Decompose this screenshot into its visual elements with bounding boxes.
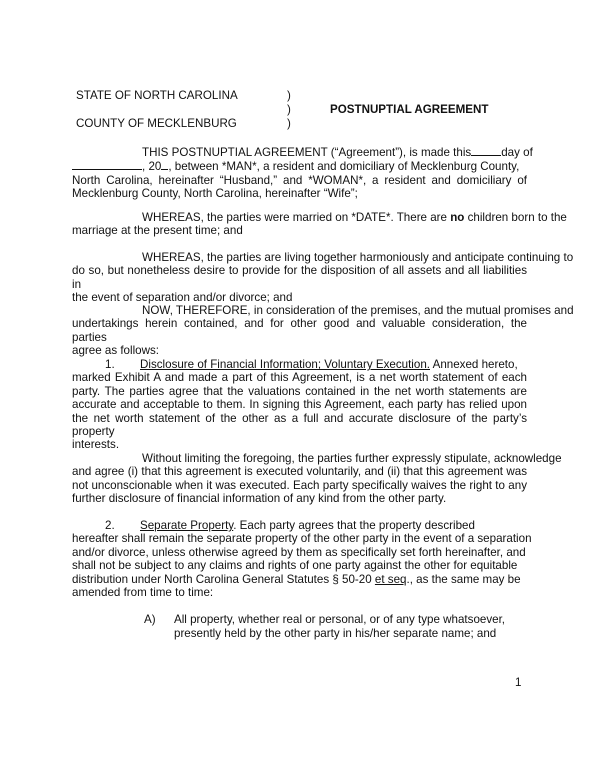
section-1-number: 1. <box>105 358 115 371</box>
whereas-1-line-1a: WHEREAS, the parties were married on *DATE*. There are <box>142 211 451 224</box>
intro-line-1a: THIS POSTNUPTIAL AGREEMENT (“Agreement”), is made this <box>142 146 472 159</box>
whereas-2-line-2: do so, but nonetheless desire to provide for the disposition of all assets and all liabilities in <box>72 264 527 291</box>
section-1-line-2: marked Exhibit A and made a part of this Agreement, is a net worth statement of each <box>72 371 527 385</box>
page-number: 1 <box>515 676 522 689</box>
section-1-paragraph <box>72 358 527 452</box>
whereas-1-no: no <box>450 211 465 224</box>
intro-line-2b: , between *MAN*, a resident and domiciliary of Mecklenburg County, <box>168 160 520 174</box>
now-therefore-paragraph <box>72 304 574 358</box>
day-blank <box>471 145 501 156</box>
section-2-line-3: and/or divorce, unless otherwise agreed by them as specifically set forth hereinafter, and <box>72 545 526 559</box>
section-2-number: 2. <box>105 519 115 532</box>
section-2-paragraph <box>72 519 532 600</box>
section-1b-paragraph <box>72 452 562 506</box>
document-title: POSTNUPTIAL AGREEMENT <box>330 103 489 116</box>
intro-line-4: Mecklenburg County, North Carolina, hereinafter “Wife”; <box>72 187 358 201</box>
section-1b-line-1: Without limiting the foregoing, the parties further expressly stipulate, acknowledge <box>142 452 562 465</box>
section-1b-line-3: not unconscionable when it was executed. Each party specifically waives the right to any <box>72 478 527 492</box>
section-1-line-5: the net worth statement of the other as a full and accurate disclosure of the party’s property <box>72 411 527 439</box>
section-1b-line-4: further disclosure of financial information of any kind from the other party. <box>72 492 447 506</box>
now-line-2: undertakings herein contained, and for other good and valuable consideration, the parties <box>72 317 527 344</box>
intro-line-3: North Carolina, hereinafter “Husband,” and *WOMAN*, a resident and domiciliary of <box>72 173 527 187</box>
caption-paren-1: ) <box>287 89 291 102</box>
intro-line-1b: day of <box>501 146 533 159</box>
item-a-line-1: All property, whether real or personal, or of any type whatsoever, <box>174 613 506 626</box>
intro-paragraph <box>72 145 533 201</box>
section-2-line-5a: distribution under North Carolina General Statutes § 50-20 <box>72 572 375 586</box>
section-1-line-6: interests. <box>72 438 120 452</box>
section-2-heading: Separate Property <box>140 519 234 532</box>
section-2-line-1b: . Each party agrees that the property described <box>233 519 475 532</box>
month-blank <box>72 159 142 170</box>
now-line-1: NOW, THEREFORE, in consideration of the premises, and the mutual promises and <box>142 304 574 317</box>
whereas-1-line-1c: children born to the <box>464 211 567 224</box>
section-2-line-6: amended from time to time: <box>72 586 214 600</box>
section-1-line-1b: Annexed hereto, <box>430 358 518 371</box>
section-2-line-4: shall not be subject to any claims and rights of one party against the other for equitable <box>72 559 518 573</box>
whereas-2-line-1: WHEREAS, the parties are living together harmoniously and anticipate continuing to <box>142 251 574 264</box>
section-2-et-seq: et seq <box>374 572 407 586</box>
caption-county: COUNTY OF MECKLENBURG <box>76 117 237 130</box>
whereas-1-paragraph <box>72 211 567 238</box>
whereas-2-paragraph <box>72 251 574 305</box>
intro-line-2a: , 20 <box>142 160 162 174</box>
caption-paren-2: ) <box>287 103 291 116</box>
caption-state: STATE OF NORTH CAROLINA <box>76 89 238 102</box>
section-1b-line-2: and agree (i) that this agreement is executed voluntarily, and (ii) that this agreement was <box>72 465 527 479</box>
section-2-line-5c: ., as the same may be <box>406 572 521 586</box>
section-2-line-2: hereafter shall remain the separate property of the other party in the event of a separation <box>72 532 532 546</box>
whereas-1-line-2: marriage at the present time; and <box>72 224 243 238</box>
item-a-label: A) <box>144 613 156 626</box>
whereas-2-line-3: the event of separation and/or divorce; and <box>72 291 293 305</box>
section-1-heading: Disclosure of Financial Information; Voluntary Execution. <box>140 358 430 371</box>
section-1-line-4: accurate and acceptable to them. In signing this Agreement, each party has relied upon <box>72 398 527 412</box>
now-line-3: agree as follows: <box>72 344 159 358</box>
section-1-line-3: party. The parties agree that the valuations contained in the net worth statements are <box>72 384 527 398</box>
item-a-line-2: presently held by the other party in his/her separate name; and <box>174 627 497 640</box>
caption-paren-3: ) <box>287 117 291 130</box>
